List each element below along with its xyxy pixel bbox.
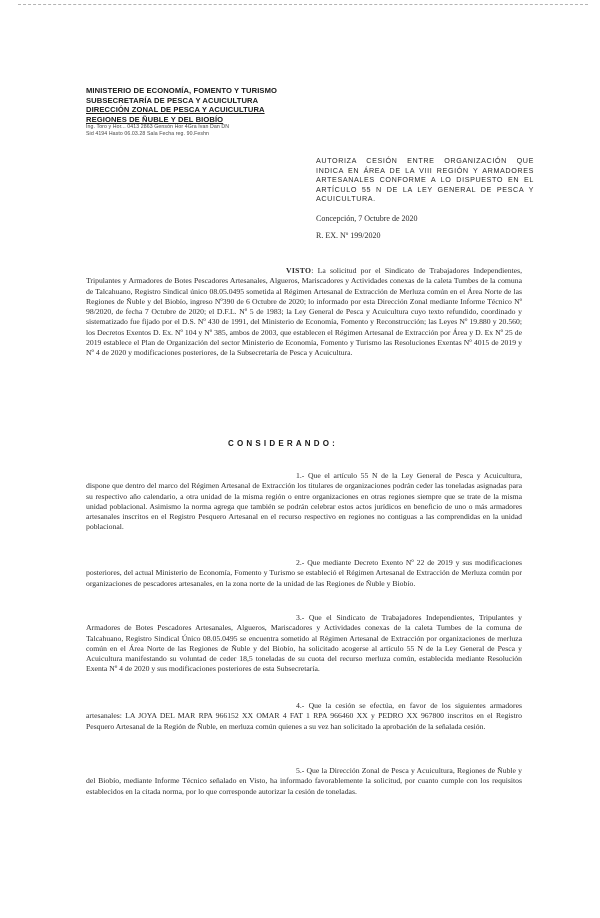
considerando-5-text: 5.- Que la Dirección Zonal de Pesca y Acuicultura, Regiones de Ñuble y del Biobío, mediante Informe Técnico señalado en Visto, ha informado favorablemente la solicitud, por cuanto cumple con los requisitos establecidos en la citada norma, por lo que corresponde autorizar la cesión de toneladas. — [86, 766, 522, 796]
letterhead-direccion: DIRECCIÓN ZONAL DE PESCA Y ACUICULTURA — [86, 105, 265, 114]
considerando-heading: CONSIDERANDO: — [228, 439, 339, 448]
resolution-title: AUTORIZA CESIÓN ENTRE ORGANIZACIÓN QUE INDICA EN ÁREA DE LA VIII REGIÓN Y ARMADORES ARTESANALES CONFORME A LO DISPUESTO EN EL ARTÍCULO 55 N DE LA LEY GENERAL DE PESCA Y ACUICULTURA. — [316, 156, 534, 204]
letterhead-regiones: REGIONES DE ÑUBLE Y DEL BIOBÍO — [86, 114, 224, 124]
visto-paragraph — [86, 266, 522, 359]
considerando-5 — [86, 766, 522, 797]
scan-top-edge — [18, 4, 588, 6]
considerando-2-text: 2.- Que mediante Decreto Exento Nº 22 de 2019 y sus modificaciones posteriores, del actual Ministerio de Economía, Fomento y Turismo se estableció el Régimen Artesanal de Extracción de Merluza común por organizaciones de pescadores artesanales, en la zona norte de la unidad de las Regiones de Ñuble y Biobío. — [86, 558, 522, 588]
resolution-number: R. EX. Nº 199/2020 — [316, 231, 381, 240]
considerando-3 — [86, 613, 522, 675]
letterhead-subsecretaria: SUBSECRETARÍA DE PESCA Y ACUICULTURA — [86, 95, 259, 105]
considerando-4 — [86, 701, 522, 732]
visto-text: : La solicitud por el Sindicato de Trabajadores Independientes, Tripulantes y Armadores de Botes Pescadores Artesanales, Algueros, Mariscadores y Actividades conexas de la caleta Tumbes de la comuna de Talcahuano, Registro Sindical único 08.05.0495 sometida al Régimen Artesanal de Extracción de Merluza común en el Área Norte de las Regiones de Ñuble y del Biobío, ingreso Nº390 de 6 Octubre de 2020; lo informado por esta Dirección Zonal mediante Informe Técnico Nº 98/2020, de fecha 7 Octubre de 2020; el D.F.L. Nº 5 de 1983; la Ley General de Pesca y Acuicultura cuyo texto refundido, coordinado y sistematizado fue fijado por el D.S. Nº 430 de 1991, del Ministerio de Economía, Fomento y Reconstrucción; las Leyes Nº 19.880 y 20.560; los Decretos Exentos D. Ex. Nº 104 y Nº 385, ambos de 2003, que establecen el Régimen Artesanal de Extracción por Área y D. Ex Nº 25 de 2019 establece el Plan de Organización del sector Ministerio de Economía, Fomento y Turismo las Resoluciones Exentas Nº 4015 de 2019 y Nº 4 de 2020 y modificaciones posteriores, de la Subsecretaría de Pesca y Acuicultura. — [86, 266, 522, 358]
letterhead-ministry: MINISTERIO DE ECONOMÍA, FOMENTO Y TURISMO — [86, 86, 278, 95]
considerando-1 — [86, 471, 522, 533]
resolution-date: Concepción, 7 Octubre de 2020 — [316, 214, 418, 223]
considerando-2 — [86, 558, 522, 589]
letterhead — [86, 86, 286, 138]
letterhead-address: Ing. Toro y Hor... 0413 2863 Gensón Hor 4Gra Ivan Dan DN — [86, 124, 230, 130]
letterhead-contact: Sid 4194 Hasto 06.03.28 Sala Fecha reg. 90.Feshn — [86, 131, 210, 137]
visto-label: VISTO — [286, 266, 312, 275]
considerando-4-text: 4.- Que la cesión se efectúa, en favor de los siguientes armadores artesanales: LA JOYA DEL MAR RPA 966152 XX OMAR 4 FAT 1 RPA 966460 XX y PEDRO XX 967800 inscritos en el Registro Pesquero Artesanal de la Región de Ñuble, en merluza común quienes a su vez han solicitado la aprobación de la señalada cesión. — [86, 701, 522, 731]
considerando-3-text: 3.- Que el Sindicato de Trabajadores Independientes, Tripulantes y Armadores de Botes Pescadores Artesanales, Algueros, Mariscadores y Actividades conexas de la caleta Tumbes de la comuna de Talcahuano, Registro Sindical Único 08.05.0495 se encuentra sometido al Régimen Artesanal de Extracción por organizaciones de merluza común en el Área Norte de las Regiones de Ñuble y del Biobío, ha solicitado acogerse al artículo 55 N de la Ley General de Pesca y Acuicultura manifestando su voluntad de ceder 18,5 toneladas de su cuota del recurso merluza común, establecida mediante Resolución Exenta Nº 4 de 2020 y sus modificaciones posteriores de esta Subsecretaría. — [86, 613, 522, 674]
considerando-1-text: 1.- Que el artículo 55 N de la Ley General de Pesca y Acuicultura, dispone que dentro del marco del Régimen Artesanal de Extracción los titulares de organizaciones podrán ceder las toneladas asignadas para su respectivo año calendario, a otra unidad de la misma región o entre organizaciones en otras regiones siempre que se trate de la misma unidad poblacional. Asimismo la norma agrega que también se podrán celebrar estos actos jurídicos en beneficio de uno o más armadores artesanales inscritos en el Registro Pesquero Artesanal en el recurso respectivo en regiones no contiguas a las comprendidas en la unidad poblacional. — [86, 471, 522, 532]
